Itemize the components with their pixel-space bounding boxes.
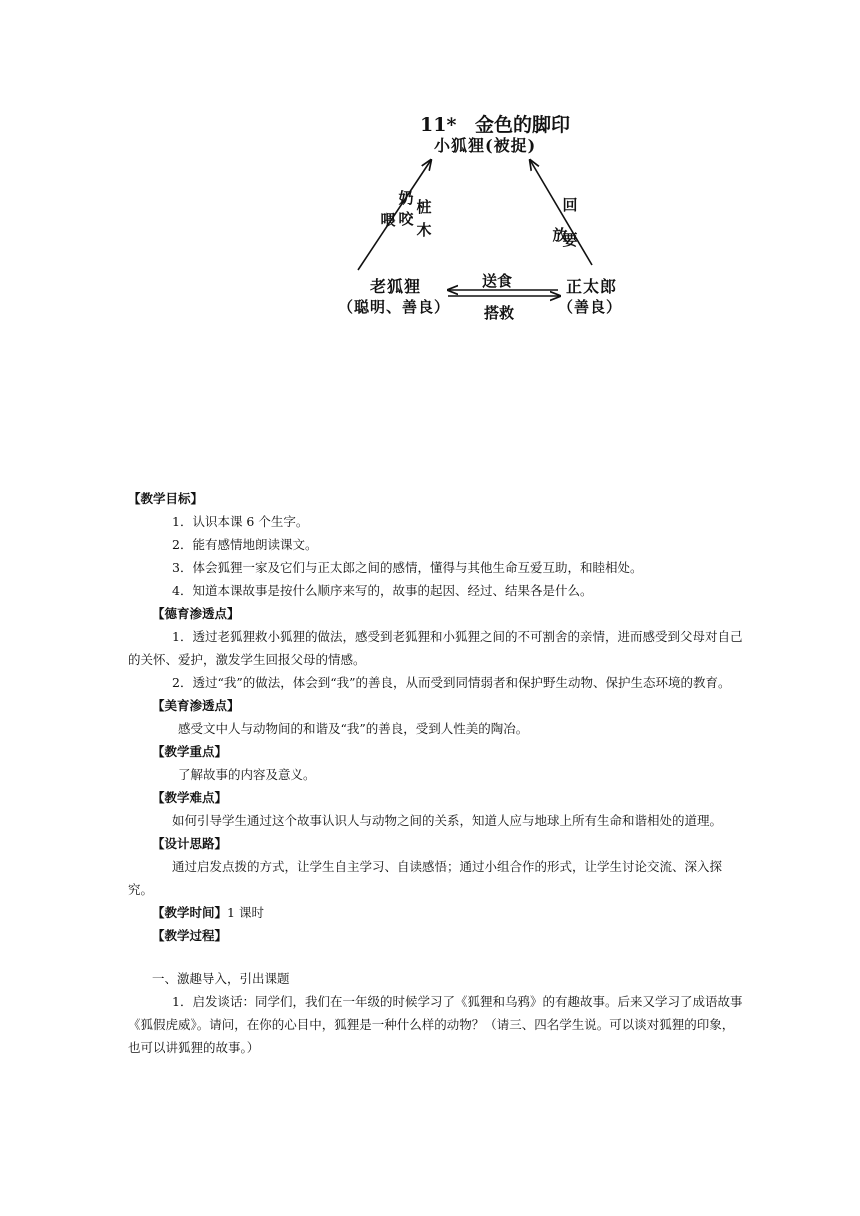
difficulty-text: 如何引导学生通过这个故事认识人与动物之间的关系，知道人应与地球上所有生命和谐相处的道理。	[172, 813, 723, 828]
objectives-heading: 【教学目标】	[128, 491, 204, 506]
left-node-sub: （聪明、善良）	[338, 298, 451, 316]
objective-item: 2．能有感情地朗读课文。	[172, 537, 318, 552]
left-edge-col2: 奶咬	[398, 189, 414, 228]
time-heading: 【教学时间】	[152, 905, 228, 920]
left-node: 老狐狸	[370, 277, 422, 296]
moral-heading: 【德育渗透点】	[152, 606, 240, 621]
right-arrow	[530, 160, 592, 265]
key-heading: 【教学重点】	[152, 744, 228, 759]
key-text: 了解故事的内容及意义。	[178, 767, 316, 782]
left-edge-col1: 喂	[380, 211, 396, 229]
right-edge-col2: 回要	[562, 196, 578, 249]
design-text: 通过启发点拨的方式，让学生自主学习、自读感悟；通过小组合作的形式，让学生讨论交流、深入探究。	[128, 859, 723, 897]
objective-item: 3．体会狐狸一家及它们与正太郎之间的感情，懂得与其他生命互爱互助，和睦相处。	[172, 560, 643, 575]
objective-item: 1．认识本课 6 个生字。	[172, 514, 309, 529]
section-heading: 一、激趣导入，引出课题	[152, 971, 290, 986]
bottom-edge-top-label: 送食	[482, 272, 513, 290]
objective-item: 4．知道本课故事是按什么顺序来写的，故事的起因、经过、结果各是什么。	[172, 583, 593, 598]
time-value: 1 课时	[227, 905, 264, 920]
right-node: 正太郎	[566, 277, 618, 296]
bottom-edge-bottom-label: 搭救	[484, 304, 515, 322]
right-node-sub: （善良）	[558, 298, 623, 316]
lesson-plan-body	[128, 487, 743, 1059]
process-heading: 【教学过程】	[152, 928, 228, 943]
lesson-title: 金色的脚印	[475, 114, 571, 136]
left-edge-col3: 桩木	[416, 198, 432, 239]
difficulty-heading: 【教学难点】	[152, 790, 228, 805]
aesthetic-text: 感受文中人与动物间的和谐及“我”的善良，受到人性美的陶冶。	[178, 721, 529, 736]
aesthetic-heading: 【美育渗透点】	[152, 698, 240, 713]
section-paragraph: 1．启发谈话：同学们，我们在一年级的时候学习了《狐狸和乌鸦》的有趣故事。后来又学习了成语故事《狐假虎威》。请问，在你的心目中，狐狸是一种什么样的动物？（请三、四名学生说。可以谈对狐狸的印象，也可以讲狐狸的故事。）	[128, 994, 743, 1055]
moral-item: 1．透过老狐狸救小狐狸的做法，感受到老狐狸和小狐狸之间的不可割舍的亲情，进而感受到父母对自己的关怀、爱护，激发学生回报父母的情感。	[128, 629, 743, 667]
lesson-number: 11*	[420, 114, 457, 136]
right-edge-col1: 放	[552, 226, 568, 244]
time-line	[128, 901, 743, 924]
top-node: 小狐狸(被捉)	[434, 136, 537, 155]
moral-item: 2．透过“我”的做法，体会到“我”的善良，从而受到同情弱者和保护野生动物、保护生态环境的教育。	[172, 675, 731, 690]
story-relationship-diagram	[330, 100, 640, 330]
design-heading: 【设计思路】	[152, 836, 228, 851]
